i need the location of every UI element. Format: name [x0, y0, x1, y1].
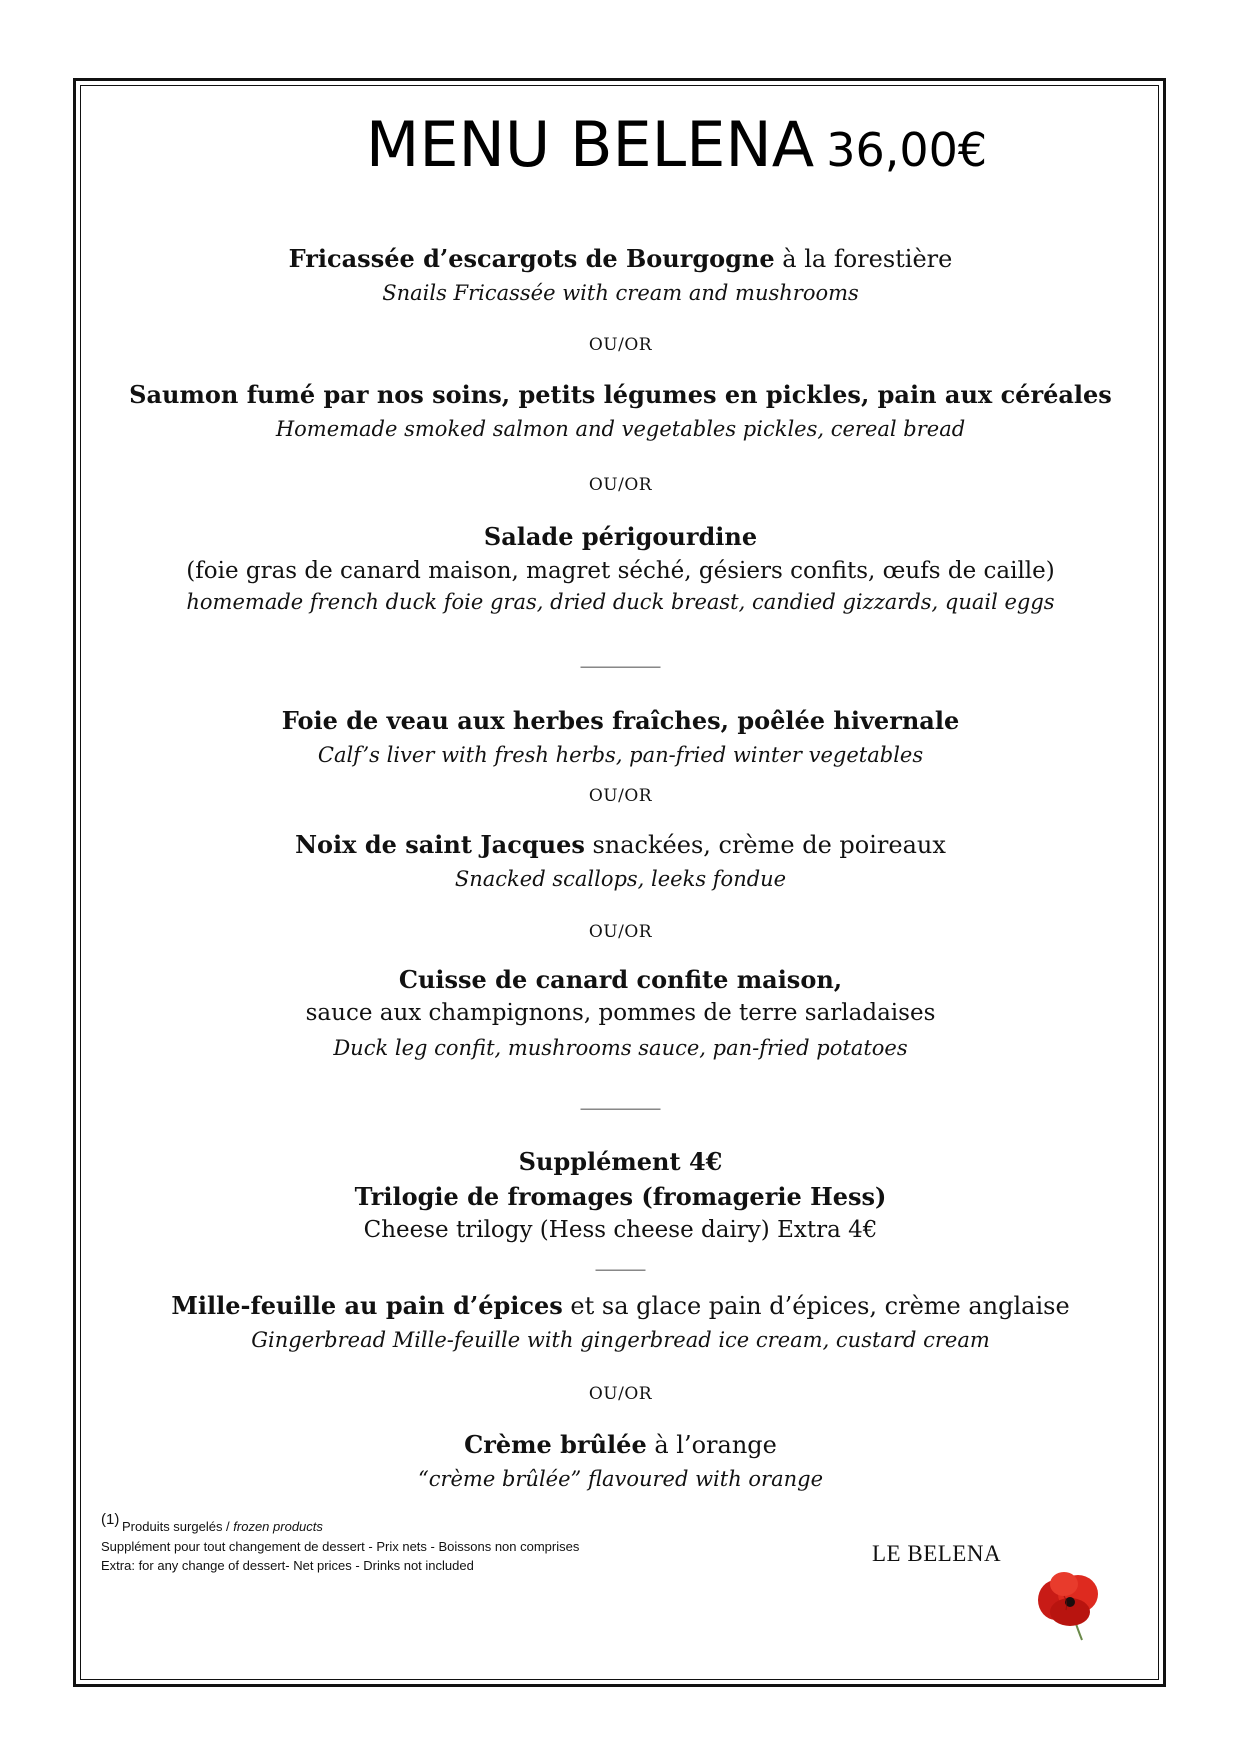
main-1-title [0, 706, 1241, 735]
cheese-title [0, 1182, 1241, 1211]
main-3-translation: Duck leg confit, mushrooms sauce, pan-fried potatoes [333, 1036, 908, 1060]
cheese-supplement [0, 1147, 1241, 1176]
main-3-bold: Cuisse de canard confite maison, [398, 965, 843, 994]
starter-2-translation: Homemade smoked salmon and vegetables pickles, cereal bread [275, 417, 966, 441]
footnote-frozen-en: frozen products [233, 1519, 323, 1534]
starter-2-title [0, 380, 1241, 409]
main-2-title [0, 830, 1241, 859]
dessert-2-title [0, 1430, 1241, 1459]
poppy-flower-icon [1034, 1566, 1104, 1642]
cheese-name: Trilogie de fromages (fromagerie Hess) [354, 1182, 887, 1211]
dessert-2-rest: à l’orange [646, 1431, 777, 1459]
starter-1-translation: Snails Fricassée with cream and mushrooms [382, 281, 859, 305]
menu-title [0, 108, 1241, 181]
cheese-translation: Cheese trilogy (Hess cheese dairy) Extra 4€ [363, 1217, 878, 1243]
starter-1-title [0, 244, 1241, 273]
dessert-1-bold: Mille-feuille au pain d’épices [171, 1291, 563, 1320]
main-3-detail: sauce aux champignons, pommes de terre sarladaises [305, 1000, 936, 1026]
footnote-line-1: Supplément pour tout changement de dessert - Prix nets - Boissons non comprises [101, 1539, 580, 1554]
menu-price: 36,00€ [826, 123, 988, 177]
or-separator: OU/OR [588, 786, 653, 806]
main-2-translation: Snacked scallops, leeks fondue [454, 867, 787, 891]
or-separator: OU/OR [588, 475, 653, 495]
starter-2-bold: Saumon fumé par nos soins, petits légumes en pickles, pain aux céréales [129, 380, 1112, 409]
footnote-marker: (1) [101, 1511, 120, 1528]
or-separator: OU/OR [588, 1384, 653, 1404]
main-2-rest: snackées, crème de poireaux [584, 831, 946, 859]
dessert-2-bold: Crème brûlée [464, 1430, 647, 1459]
starter-3-title [0, 522, 1241, 551]
starter-3-bold: Salade périgourdine [483, 522, 758, 551]
main-1-bold: Foie de veau aux herbes fraîches, poêlée hivernale [281, 706, 960, 735]
short-divider: _____ [595, 1247, 646, 1271]
starter-1-bold: Fricassée d’escargots de Bourgogne [288, 244, 775, 273]
footnote-frozen [122, 1519, 323, 1534]
dessert-1-rest: et sa glace pain d’épices, crème anglaise [562, 1292, 1070, 1320]
brand-name: LE BELENA [872, 1541, 1002, 1566]
dessert-1-translation: Gingerbread Mille-feuille with gingerbread ice cream, custard cream [251, 1328, 990, 1352]
menu-name: MENU BELENA [365, 108, 815, 181]
dessert-1-title [0, 1291, 1241, 1320]
main-2-bold: Noix de saint Jacques [295, 830, 585, 859]
section-divider: ________ [580, 644, 661, 668]
section-divider: ________ [580, 1086, 661, 1110]
or-separator: OU/OR [588, 922, 653, 942]
starter-3-detail: (foie gras de canard maison, magret séché, gésiers confits, œufs de caille) [186, 558, 1055, 584]
footnote-line-2: Extra: for any change of dessert- Net prices - Drinks not included [101, 1558, 474, 1573]
footnote-frozen-fr: Produits surgelés / [122, 1519, 234, 1534]
starter-1-rest: à la forestière [774, 245, 953, 273]
starter-3-translation: homemade french duck foie gras, dried duck breast, candied gizzards, quail eggs [186, 590, 1055, 614]
dessert-2-translation: “crème brûlée” flavoured with orange [417, 1467, 824, 1491]
main-3-title [0, 965, 1241, 994]
main-1-translation: Calf’s liver with fresh herbs, pan-fried winter vegetables [317, 743, 924, 767]
cheese-supplement-label: Supplément 4€ [518, 1147, 723, 1176]
or-separator: OU/OR [588, 335, 653, 355]
